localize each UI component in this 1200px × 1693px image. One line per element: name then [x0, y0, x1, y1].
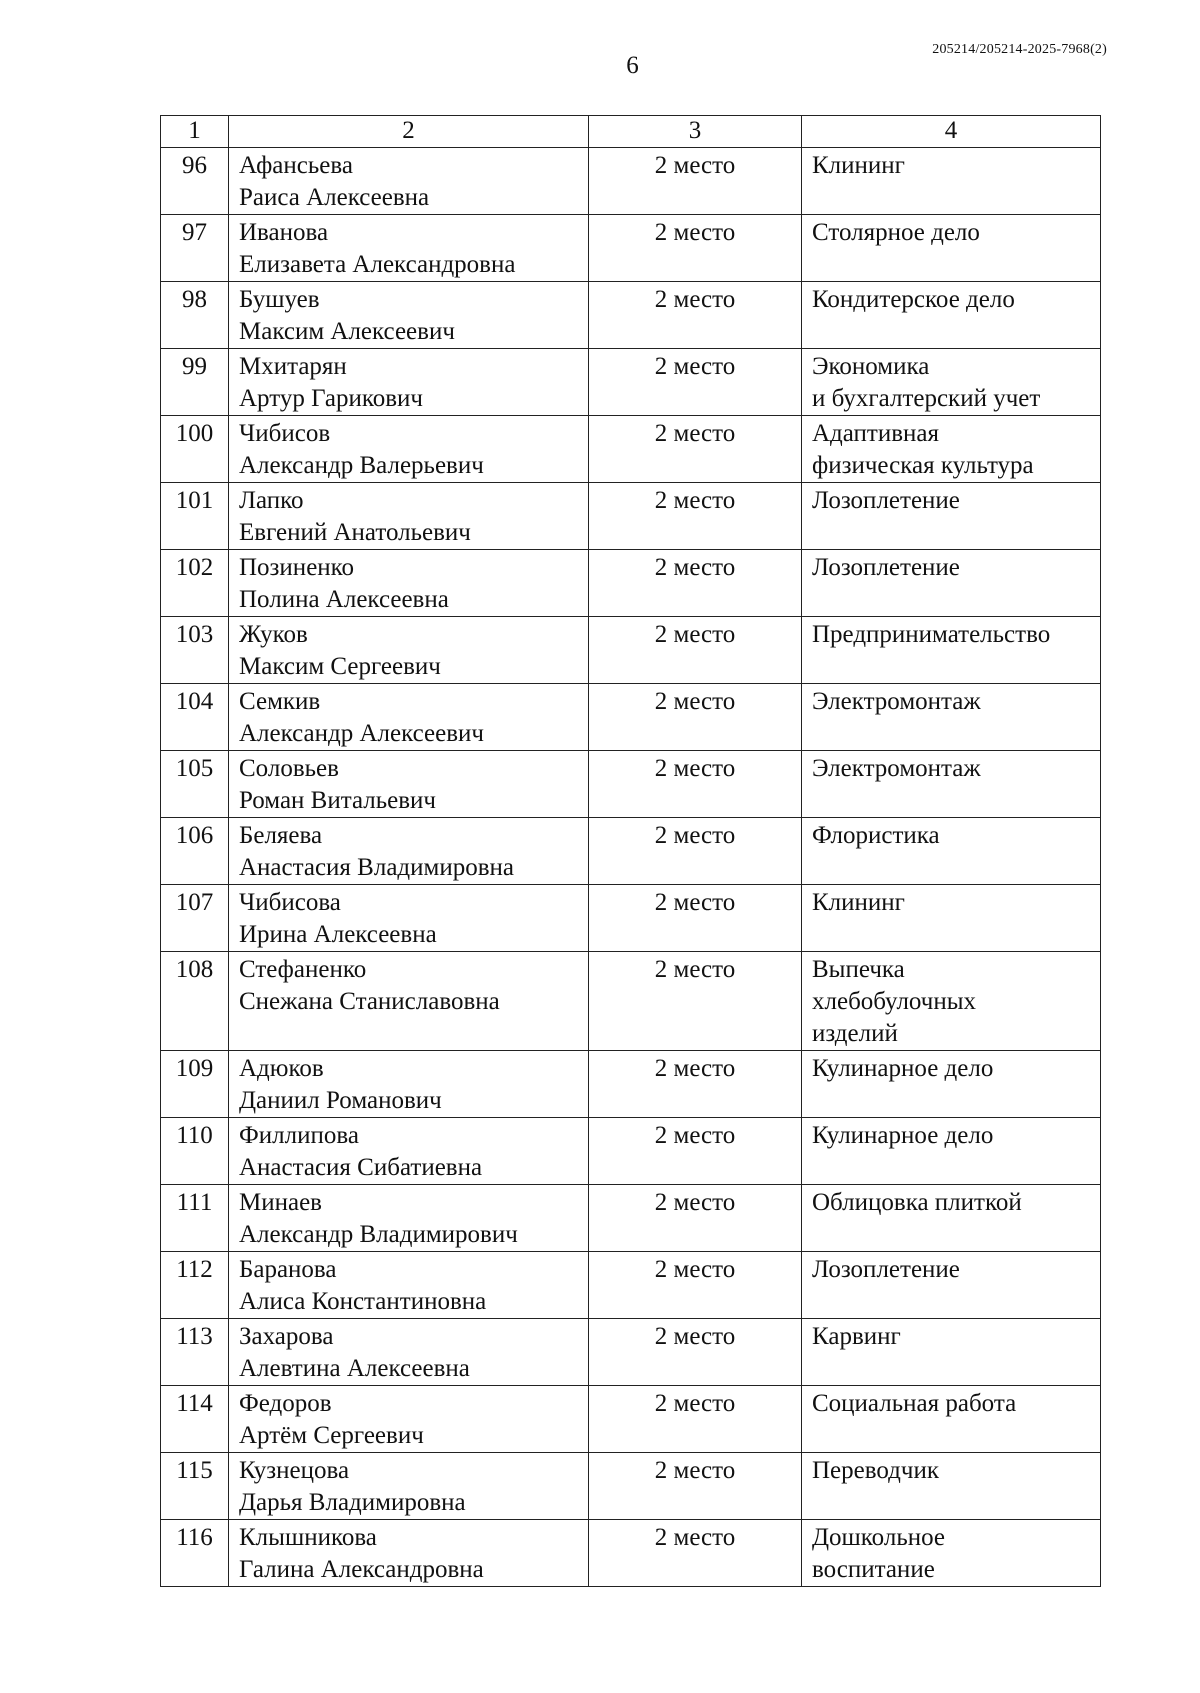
place-cell: 2 место — [589, 751, 802, 818]
place-cell: 2 место — [589, 952, 802, 1051]
row-number-cell: 105 — [161, 751, 229, 818]
row-number-cell: 101 — [161, 483, 229, 550]
table-row — [161, 751, 1101, 818]
surname: Афансьева — [239, 152, 353, 179]
field-cell — [802, 1118, 1101, 1185]
place-cell: 2 место — [589, 1051, 802, 1118]
row-number-cell: 99 — [161, 349, 229, 416]
given-names: Ирина Алексеевна — [239, 921, 437, 948]
name-cell — [229, 684, 589, 751]
field-cell — [802, 1520, 1101, 1587]
given-names: Даниил Романович — [239, 1087, 442, 1114]
surname: Иванова — [239, 219, 329, 246]
name-cell — [229, 550, 589, 617]
table-row — [161, 1118, 1101, 1185]
given-names: Анастасия Сибатиевна — [239, 1154, 483, 1181]
place-cell: 2 место — [589, 1252, 802, 1319]
row-number-cell: 100 — [161, 416, 229, 483]
name-cell — [229, 416, 589, 483]
field-line: Кондитерское дело — [812, 286, 1015, 313]
table-row — [161, 1319, 1101, 1386]
column-header-name: 2 — [229, 116, 589, 148]
surname: Федоров — [239, 1390, 332, 1417]
row-number-cell: 115 — [161, 1453, 229, 1520]
field-line: физическая культура — [812, 452, 1034, 479]
row-number-cell: 113 — [161, 1319, 229, 1386]
surname: Позиненко — [239, 554, 355, 581]
given-names: Александр Валерьевич — [239, 452, 484, 479]
row-number-cell: 111 — [161, 1185, 229, 1252]
surname: Мхитарян — [239, 353, 347, 380]
place-cell: 2 место — [589, 483, 802, 550]
name-cell — [229, 1386, 589, 1453]
field-line: Клининг — [812, 152, 905, 179]
place-cell: 2 место — [589, 416, 802, 483]
row-number-cell: 116 — [161, 1520, 229, 1587]
table-row — [161, 1453, 1101, 1520]
table-row — [161, 349, 1101, 416]
given-names: Дарья Владимировна — [239, 1489, 466, 1516]
field-line: Столярное дело — [812, 219, 980, 246]
row-number-cell: 114 — [161, 1386, 229, 1453]
name-cell — [229, 282, 589, 349]
place-cell: 2 место — [589, 818, 802, 885]
given-names: Галина Александровна — [239, 1556, 484, 1583]
place-cell: 2 место — [589, 550, 802, 617]
table-row — [161, 1051, 1101, 1118]
place-cell: 2 место — [589, 1118, 802, 1185]
place-cell: 2 место — [589, 1386, 802, 1453]
given-names: Анастасия Владимировна — [239, 854, 514, 881]
table-row — [161, 1386, 1101, 1453]
surname: Соловьев — [239, 755, 339, 782]
row-number-cell: 104 — [161, 684, 229, 751]
surname: Бушуев — [239, 286, 320, 313]
surname: Филлипова — [239, 1122, 359, 1149]
field-cell — [802, 751, 1101, 818]
row-number-cell: 98 — [161, 282, 229, 349]
name-cell — [229, 818, 589, 885]
name-cell — [229, 885, 589, 952]
field-line: и бухгалтерский учет — [812, 385, 1041, 412]
field-line: Дошкольное — [812, 1524, 946, 1551]
field-line: Лозоплетение — [812, 1256, 960, 1283]
name-cell — [229, 1319, 589, 1386]
table-row — [161, 1520, 1101, 1587]
field-cell — [802, 952, 1101, 1051]
given-names: Раиса Алексеевна — [239, 184, 430, 211]
place-cell: 2 место — [589, 1453, 802, 1520]
name-cell — [229, 617, 589, 684]
table-row — [161, 550, 1101, 617]
place-cell: 2 место — [589, 148, 802, 215]
row-number-cell: 97 — [161, 215, 229, 282]
given-names: Александр Владимирович — [239, 1221, 518, 1248]
field-cell — [802, 215, 1101, 282]
field-cell — [802, 684, 1101, 751]
field-line: Карвинг — [812, 1323, 901, 1350]
table-row — [161, 617, 1101, 684]
field-line: Предпринимательство — [812, 621, 1051, 648]
place-cell: 2 место — [589, 282, 802, 349]
table-row — [161, 483, 1101, 550]
given-names: Александр Алексеевич — [239, 720, 484, 747]
name-cell — [229, 148, 589, 215]
surname: Семкив — [239, 688, 321, 715]
row-number-cell: 106 — [161, 818, 229, 885]
place-cell: 2 место — [589, 885, 802, 952]
surname: Жуков — [239, 621, 308, 648]
place-cell: 2 место — [589, 684, 802, 751]
place-cell: 2 место — [589, 349, 802, 416]
place-cell: 2 место — [589, 1319, 802, 1386]
results-table — [160, 115, 1101, 1587]
table-row — [161, 215, 1101, 282]
table-row — [161, 1185, 1101, 1252]
field-cell — [802, 416, 1101, 483]
name-cell — [229, 1185, 589, 1252]
field-cell — [802, 1453, 1101, 1520]
field-cell — [802, 349, 1101, 416]
surname: Адюков — [239, 1055, 324, 1082]
name-cell — [229, 1051, 589, 1118]
surname: Захарова — [239, 1323, 334, 1350]
field-line: Флористика — [812, 822, 940, 849]
field-line: воспитание — [812, 1556, 935, 1583]
given-names: Максим Сергеевич — [239, 653, 441, 680]
surname: Лапко — [239, 487, 304, 514]
given-names: Елизавета Александровна — [239, 251, 516, 278]
table-row — [161, 885, 1101, 952]
field-line: Лозоплетение — [812, 487, 960, 514]
field-cell — [802, 1051, 1101, 1118]
row-number-cell: 108 — [161, 952, 229, 1051]
row-number-cell: 102 — [161, 550, 229, 617]
table-row — [161, 282, 1101, 349]
surname: Стефаненко — [239, 956, 367, 983]
surname: Кузнецова — [239, 1457, 350, 1484]
page-number: 6 — [626, 52, 639, 79]
field-line: Выпечка — [812, 956, 905, 983]
name-cell — [229, 1453, 589, 1520]
field-cell — [802, 1252, 1101, 1319]
table-row — [161, 1252, 1101, 1319]
field-cell — [802, 148, 1101, 215]
given-names: Алиса Константиновна — [239, 1288, 487, 1315]
column-header-number: 1 — [161, 116, 229, 148]
row-number-cell: 112 — [161, 1252, 229, 1319]
field-line: Адаптивная — [812, 420, 940, 447]
given-names: Евгений Анатольевич — [239, 519, 471, 546]
given-names: Максим Алексеевич — [239, 318, 455, 345]
column-header-field: 4 — [802, 116, 1101, 148]
field-line: Лозоплетение — [812, 554, 960, 581]
surname: Клышникова — [239, 1524, 377, 1551]
table-row — [161, 684, 1101, 751]
field-line: Переводчик — [812, 1457, 939, 1484]
given-names: Алевтина Алексеевна — [239, 1355, 470, 1382]
column-header-place: 3 — [589, 116, 802, 148]
place-cell: 2 место — [589, 1520, 802, 1587]
given-names: Роман Витальевич — [239, 787, 437, 814]
given-names: Артём Сергеевич — [239, 1422, 424, 1449]
place-cell: 2 место — [589, 1185, 802, 1252]
field-line: Клининг — [812, 889, 905, 916]
name-cell — [229, 1520, 589, 1587]
name-cell — [229, 751, 589, 818]
field-cell — [802, 1319, 1101, 1386]
field-line: изделий — [812, 1020, 898, 1047]
name-cell — [229, 483, 589, 550]
place-cell: 2 место — [589, 617, 802, 684]
field-line: Облицовка плиткой — [812, 1189, 1022, 1216]
field-cell — [802, 550, 1101, 617]
field-cell — [802, 282, 1101, 349]
field-line: Кулинарное дело — [812, 1055, 994, 1082]
surname: Чибисов — [239, 420, 331, 447]
surname: Минаев — [239, 1189, 322, 1216]
field-cell — [802, 885, 1101, 952]
table-row — [161, 952, 1101, 1051]
surname: Беляева — [239, 822, 323, 849]
name-cell — [229, 215, 589, 282]
field-line: Социальная работа — [812, 1390, 1017, 1417]
field-cell — [802, 1386, 1101, 1453]
field-line: хлебобулочных — [812, 988, 977, 1015]
field-cell — [802, 617, 1101, 684]
name-cell — [229, 1252, 589, 1319]
field-cell — [802, 483, 1101, 550]
name-cell — [229, 952, 589, 1051]
surname: Чибисова — [239, 889, 341, 916]
row-number-cell: 110 — [161, 1118, 229, 1185]
place-cell: 2 место — [589, 215, 802, 282]
table-header-row — [161, 116, 1101, 148]
row-number-cell: 107 — [161, 885, 229, 952]
table-row — [161, 416, 1101, 483]
field-cell — [802, 818, 1101, 885]
row-number-cell: 103 — [161, 617, 229, 684]
document-id: 205214/205214-2025-7968(2) — [932, 42, 1107, 57]
row-number-cell: 96 — [161, 148, 229, 215]
name-cell — [229, 349, 589, 416]
name-cell — [229, 1118, 589, 1185]
table-row — [161, 148, 1101, 215]
field-line: Экономика — [812, 353, 930, 380]
given-names: Снежана Станиславовна — [239, 988, 500, 1015]
given-names: Артур Гарикович — [239, 385, 424, 412]
field-line: Электромонтаж — [812, 688, 981, 715]
row-number-cell: 109 — [161, 1051, 229, 1118]
table-body — [161, 148, 1101, 1587]
field-line: Электромонтаж — [812, 755, 981, 782]
surname: Баранова — [239, 1256, 337, 1283]
field-cell — [802, 1185, 1101, 1252]
field-line: Кулинарное дело — [812, 1122, 994, 1149]
given-names: Полина Алексеевна — [239, 586, 449, 613]
table-row — [161, 818, 1101, 885]
